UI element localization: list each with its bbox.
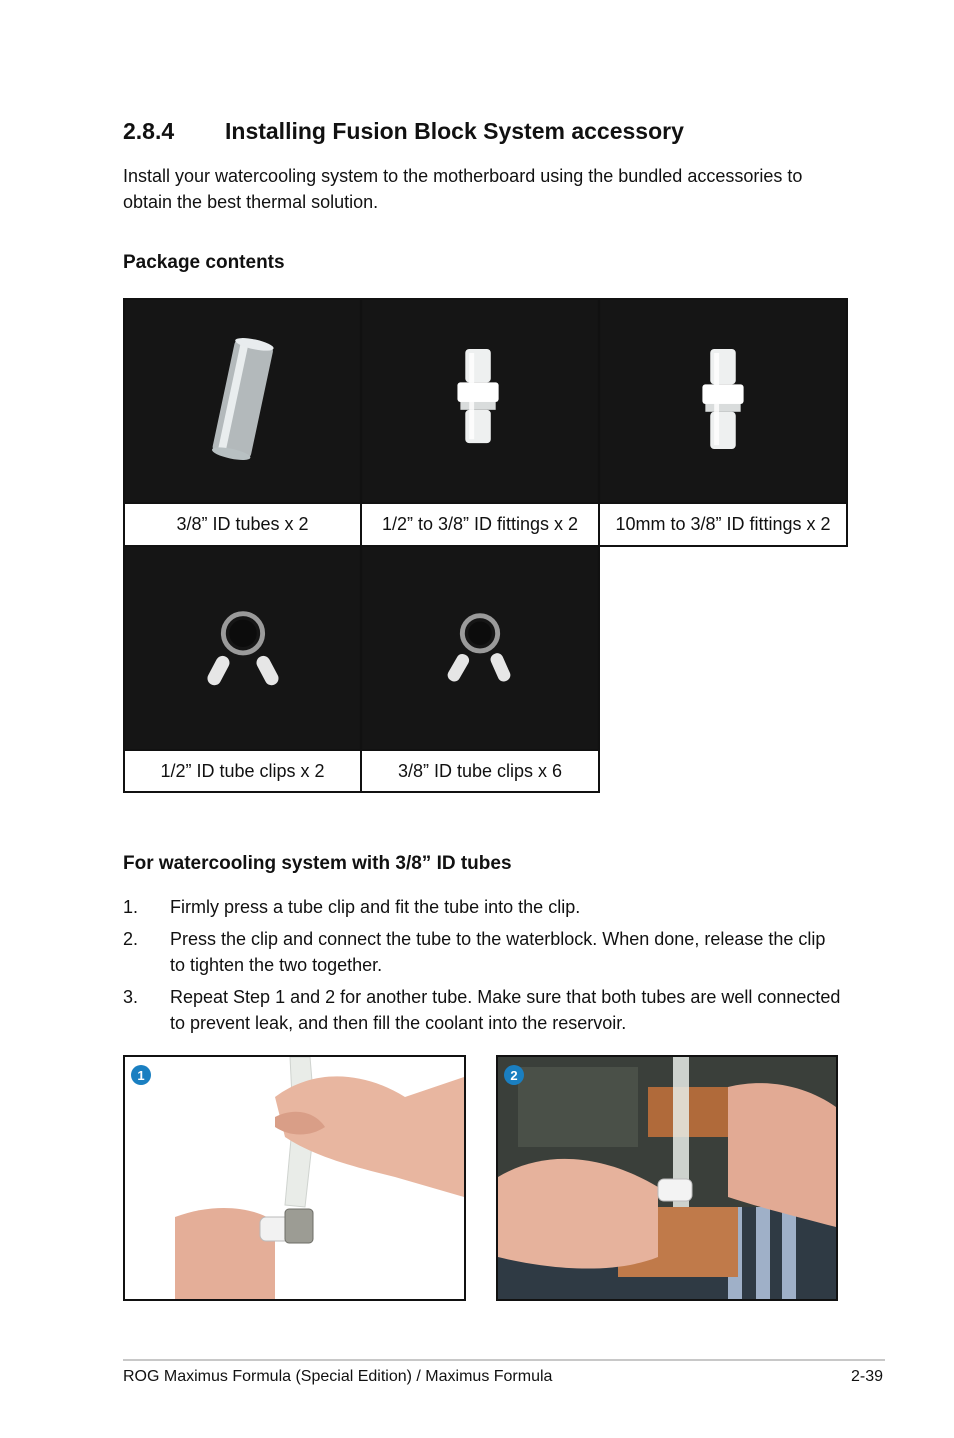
hand-clip-tube-illustration [125,1057,464,1299]
instruction-steps [123,894,843,1042]
step-number: 3. [123,987,139,1007]
package-item-caption: 3/8” ID tubes x 2 [123,502,362,547]
package-contents-heading: Package contents [123,252,285,273]
package-item-caption: 10mm to 3/8” ID fittings x 2 [598,502,848,547]
step-text: Firmly press a tube clip and fit the tube into the clip. [170,897,581,917]
instructions-heading: For watercooling system with 3/8” ID tubes [123,853,512,874]
step-text: Repeat Step 1 and 2 for another tube. Make sure that both tubes are well connected to prevent leak, and then fill the coolant into the reservoir. [170,987,841,1033]
clear-tube-photo [123,298,362,504]
step-number: 2. [123,929,139,949]
step-text: Press the clip and connect the tube to the waterblock. When done, release the clip to tighten the two together. [170,929,826,975]
figure-badge: 2 [504,1065,524,1085]
step-item [123,926,843,978]
section-title: Installing Fusion Block System accessory [225,118,684,144]
step-item [123,894,843,920]
footer-manual-title: ROG Maximus Formula (Special Edition) / Maximus Formula [123,1368,553,1385]
section-number: 2.8.4 [123,118,175,144]
step-2-figure [496,1055,838,1301]
fitting-photo [598,298,848,504]
tube-clip-photo [360,545,600,751]
footer-divider [123,1359,885,1361]
fitting-photo [360,298,600,504]
tube-clip-photo [123,545,362,751]
step-number: 1. [123,897,139,917]
package-item-caption: 1/2” ID tube clips x 2 [123,749,362,793]
step-1-figure [123,1055,466,1301]
package-item-caption: 1/2” to 3/8” ID fittings x 2 [360,502,600,547]
package-item-caption: 3/8” ID tube clips x 6 [360,749,600,793]
intro-paragraph: Install your watercooling system to the motherboard using the bundled accessories to obtain the best thermal solution. [123,166,803,212]
package-contents-table [123,298,848,793]
figure-badge: 1 [131,1065,151,1085]
waterblock-install-illustration [498,1057,836,1299]
step-item [123,984,843,1036]
footer-page-number: 2-39 [851,1368,884,1385]
